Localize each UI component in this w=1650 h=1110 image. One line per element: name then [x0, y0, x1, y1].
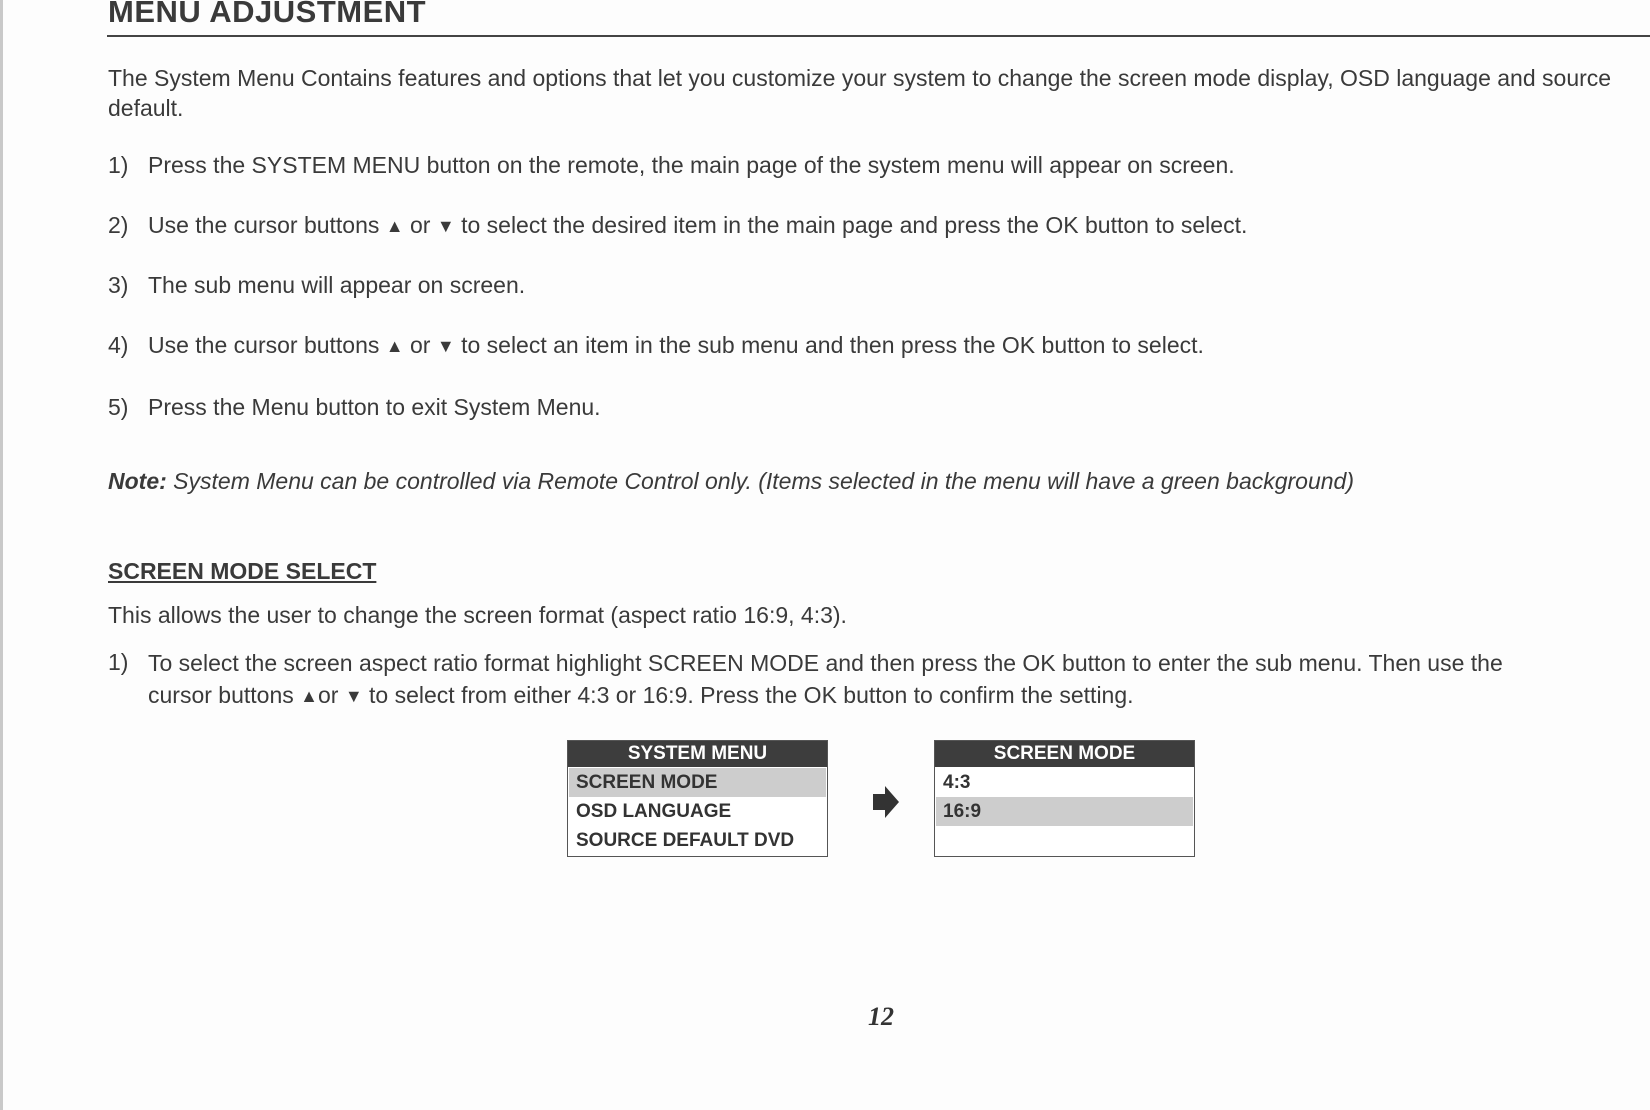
step-number: 5) — [108, 394, 129, 420]
step-text: Press the Menu button to exit System Menu. — [148, 394, 601, 420]
or-text: or — [410, 212, 431, 238]
menu-header: SYSTEM MENU — [568, 741, 827, 767]
menu-item-osd-language: OSD LANGUAGE — [576, 801, 732, 822]
step-text-after: to select the desired item in the main page and press the OK button to select. — [461, 212, 1248, 238]
step-text: The sub menu will appear on screen. — [148, 272, 526, 298]
title-divider — [107, 35, 1650, 37]
step-text-after: to select an item in the sub menu and then press the OK button to select. — [461, 332, 1204, 358]
page-number: 12 — [868, 1002, 894, 1031]
step-text-line1: To select the screen aspect ratio format highlight SCREEN MODE and then press the OK button to enter the sub menu. Then use the — [148, 650, 1503, 676]
step-number: 4) — [108, 332, 129, 358]
step-text: Press the SYSTEM MENU button on the remote, the main page of the system menu will appear on screen. — [148, 152, 1235, 178]
step-text — [148, 210, 1628, 241]
section-description: This allows the user to change the screen format (aspect ratio 16:9, 4:3). — [108, 602, 847, 628]
down-arrow-icon: ▼ — [436, 216, 455, 236]
up-arrow-icon: ▲ — [385, 216, 404, 236]
step-text-before: Use the cursor buttons — [148, 332, 380, 358]
menu-header: SCREEN MODE — [935, 741, 1194, 767]
step-text-line2-before: cursor buttons — [148, 682, 294, 708]
step-text — [148, 647, 1628, 712]
note-label: Note: — [108, 468, 167, 494]
step-text-before: Use the cursor buttons — [148, 212, 380, 238]
step-number: 2) — [108, 212, 129, 238]
intro-paragraph: The System Menu Contains features and options that let you customize your system to change the screen mode display, OSD language and source default. — [108, 65, 1612, 121]
or-text: or — [317, 682, 339, 708]
step-number: 1) — [108, 152, 129, 178]
down-arrow-icon: ▼ — [436, 336, 455, 356]
screen-mode-menu-illustration — [934, 740, 1195, 857]
up-arrow-icon: ▲ — [385, 336, 404, 356]
menu-item-16-9: 16:9 — [936, 797, 1193, 826]
or-text: or — [410, 332, 431, 358]
menu-item-screen-mode: SCREEN MODE — [569, 768, 826, 797]
step-text-line2-after: to select from either 4:3 or 16:9. Press the OK button to confirm the setting. — [369, 682, 1134, 708]
right-arrow-icon — [871, 785, 901, 819]
note-text: System Menu can be controlled via Remote Control only. (Items selected in the menu will have a green background) — [173, 468, 1355, 494]
up-arrow-icon: ▲ — [300, 686, 318, 706]
menu-item-4-3: 4:3 — [943, 772, 971, 793]
system-menu-illustration — [567, 740, 828, 857]
step-number: 1) — [108, 649, 129, 675]
note — [108, 466, 1628, 496]
section-heading: SCREEN MODE SELECT — [108, 558, 377, 584]
down-arrow-icon: ▼ — [344, 686, 363, 706]
step-number: 3) — [108, 272, 129, 298]
step-text — [148, 330, 1628, 361]
page-edge-shadow — [0, 0, 3, 1110]
menu-item-source-default: SOURCE DEFAULT DVD — [576, 830, 795, 851]
page-title: MENU ADJUSTMENT — [108, 0, 427, 29]
